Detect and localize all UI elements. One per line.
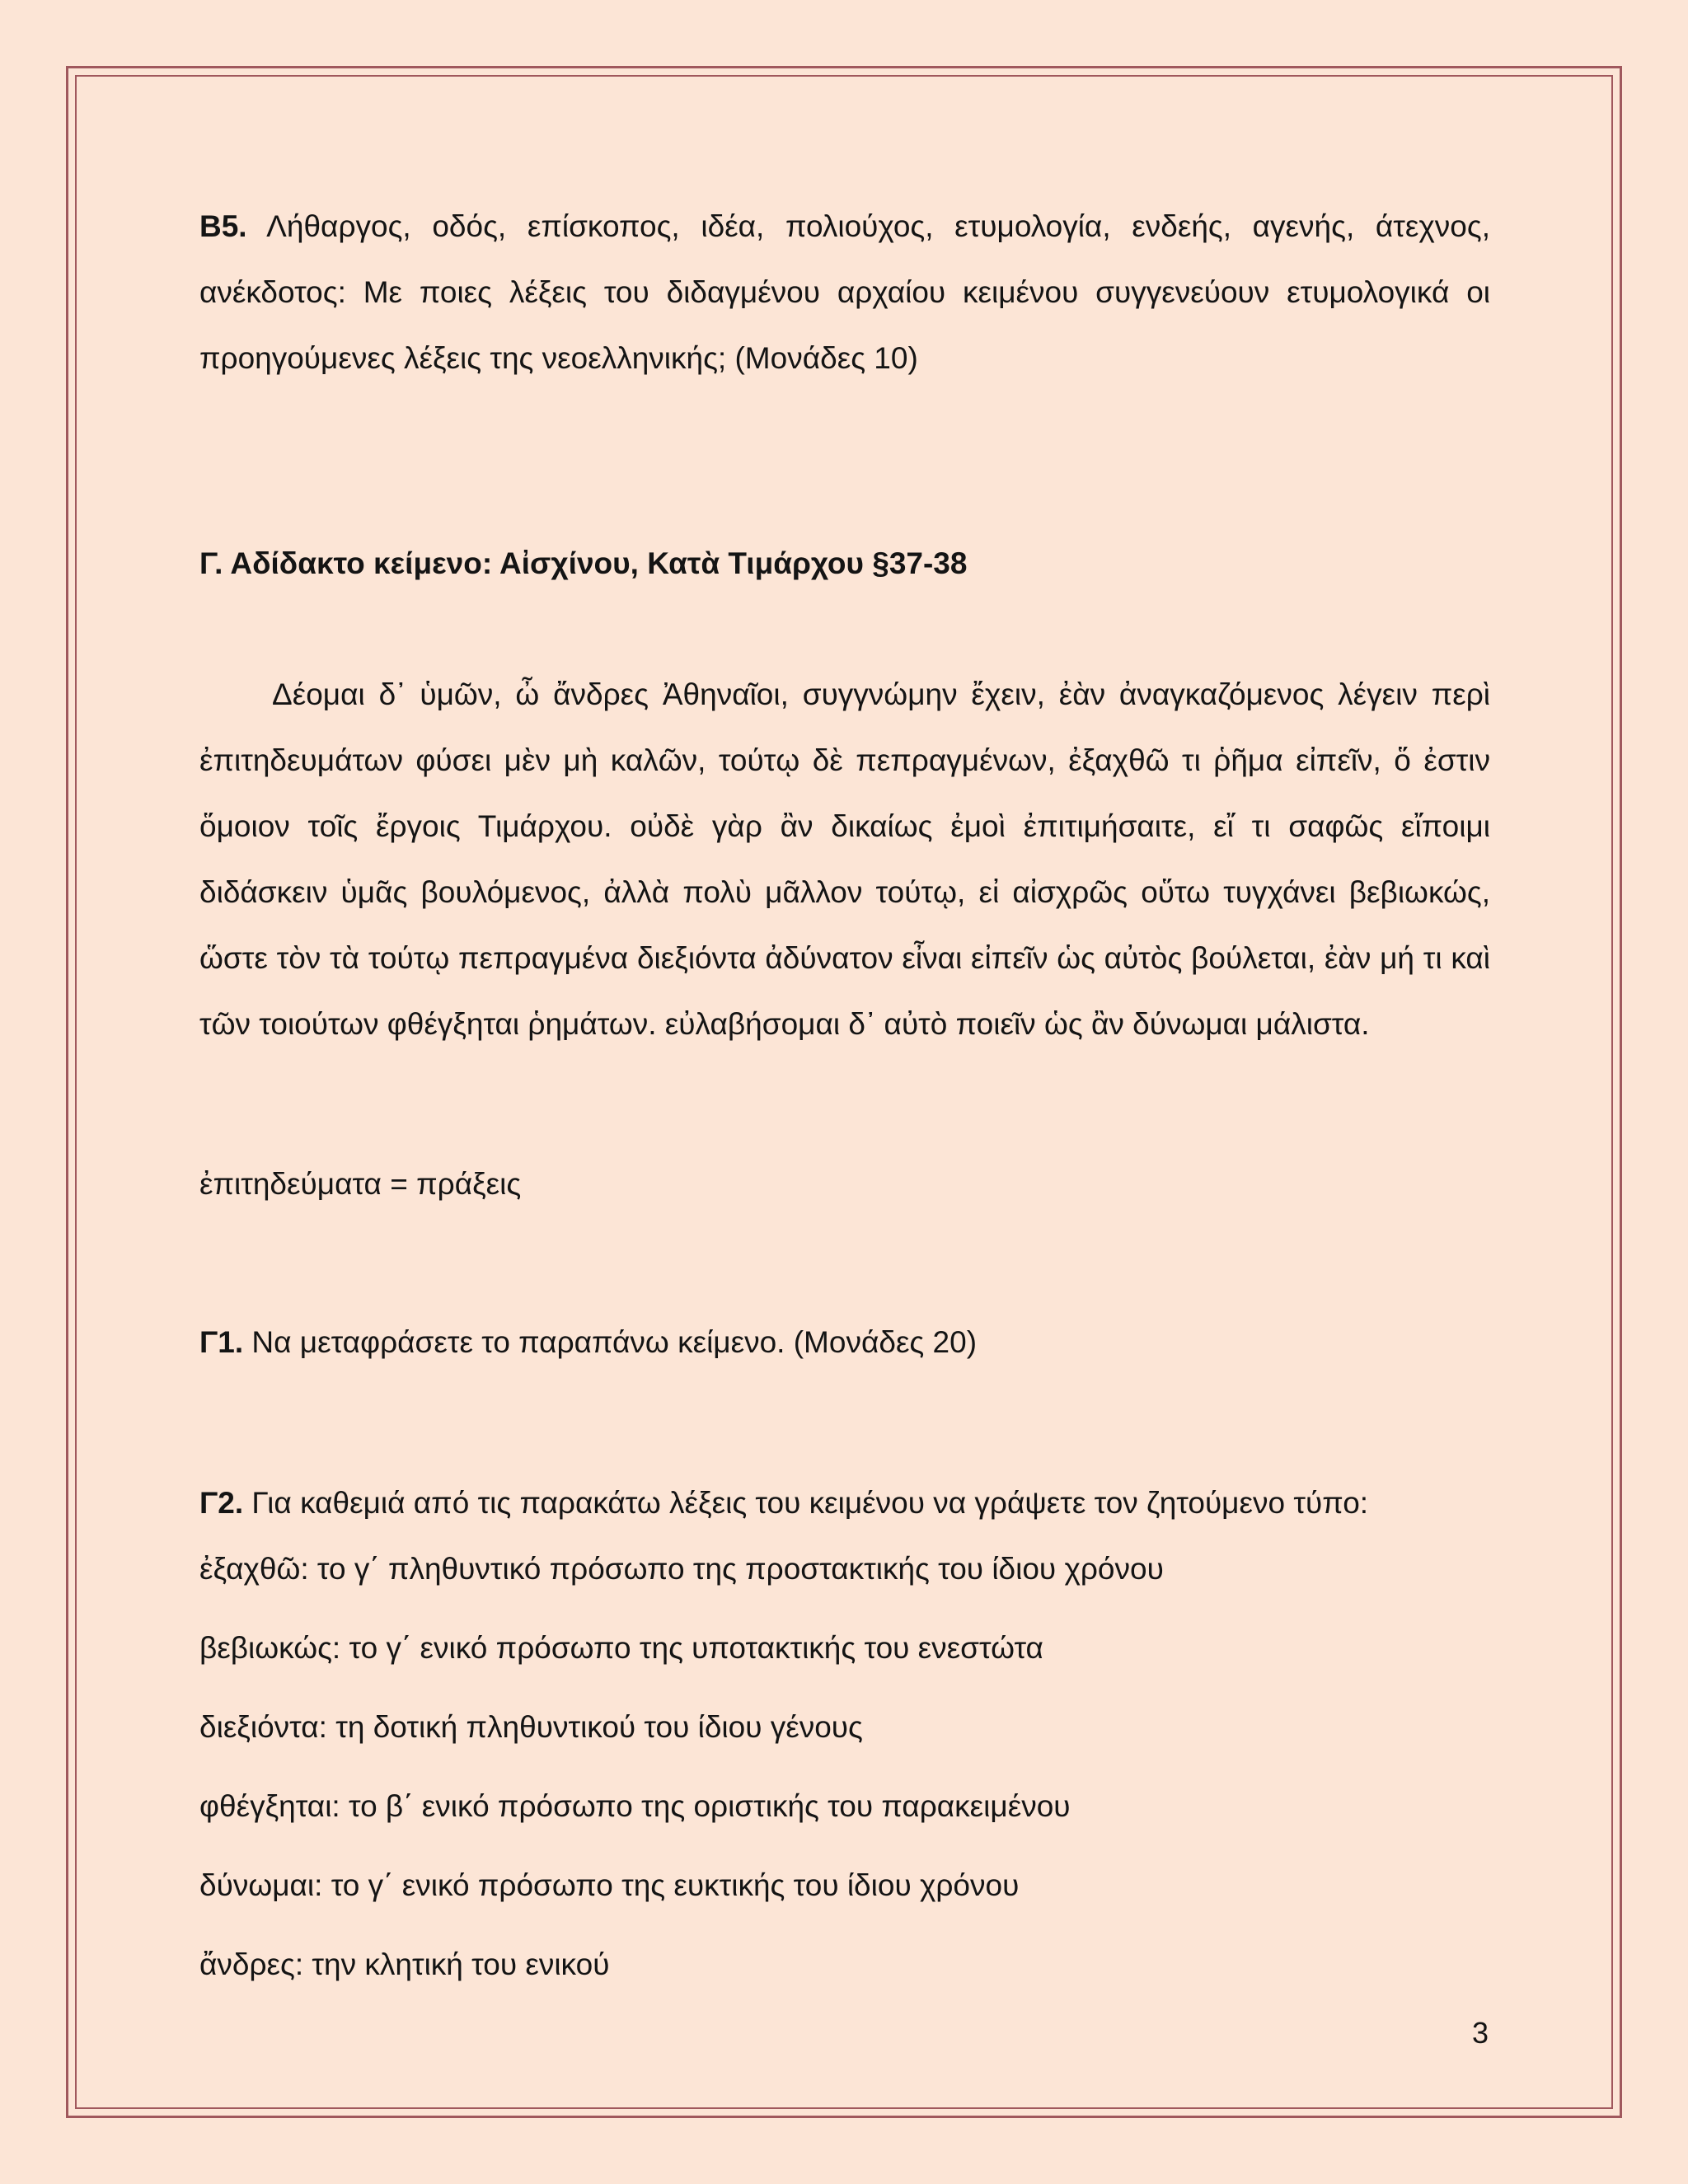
- g2-item: φθέγξηται: το β΄ ενικό πρόσωπο της οριστικής του παρακειμένου: [199, 1789, 1071, 1823]
- question-b5-label: Β5.: [199, 209, 247, 243]
- page-number: 3: [1471, 2016, 1489, 2050]
- question-b5-text: Λήθαργος, οδός, επίσκοπος, ιδέα, πολιούχος, ετυμολογία, ενδεής, αγενής, άτεχνος, ανέκδοτος: Με ποιες λέξεις του διδαγμένου αρχαίου κειμένου συγγενεύουν ετυμολογικά οι προηγούμενες λέξεις της νεοελληνικής; (Μονάδες 10): [199, 209, 1490, 375]
- g2-item: δύνωμαι: το γ΄ ενικό πρόσωπο της ευκτικής του ίδιου χρόνου: [199, 1868, 1020, 1902]
- ancient-passage: Δέομαι δ᾽ ὑμῶν, ὦ ἄνδρες Ἀθηναῖοι, συγγνώμην ἔχειν, ἐὰν ἀναγκαζόμενος λέγειν περὶ ἐπιτηδευμάτων φύσει μὲν μὴ καλῶν, τούτῳ δὲ πεπραγμένων, ἐξαχθῶ τι ῥῆμα εἰπεῖν, ὅ ἐστιν ὅμοιον τοῖς ἔργοις Τιμάρχου. οὐδὲ γὰρ ἂν δικαίως ἐμοὶ ἐπιτιμήσαιτε, εἴ τι σαφῶς εἴποιμι διδάσκειν ὑμᾶς βουλόμενος, ἀλλὰ πολὺ μᾶλλον τούτῳ, εἰ αἰσχρῶς οὕτω τυγχάνει βεβιωκώς, ὥστε τὸν τὰ τούτῳ πεπραγμένα διεξιόντα ἀδύνατον εἶναι εἰπεῖν ὡς αὐτὸς βούλεται, ἐὰν μή τι καὶ τῶν τοιούτων φθέγξηται ῥημάτων. εὐλαβήσομαι δ᾽ αὐτὸ ποιεῖν ὡς ἂν δύνωμαι μάλιστα.: [199, 677, 1490, 1041]
- question-g2-label: Γ2.: [199, 1486, 244, 1520]
- g2-item: διεξιόντα: τη δοτική πληθυντικού του ίδιου γένους: [199, 1710, 863, 1744]
- g2-item: βεβιωκώς: το γ΄ ενικό πρόσωπο της υποτακτικής του ενεστώτα: [199, 1631, 1043, 1665]
- question-g1-text: Να μεταφράσετε το παραπάνω κείμενο. (Μονάδες 20): [243, 1325, 978, 1359]
- question-g1: [199, 1323, 977, 1362]
- gloss-note: ἐπιτηδεύματα = πράξεις: [199, 1167, 522, 1201]
- section-g-heading: Γ. Αδίδακτο κείμενο: Αἰσχίνου, Κατὰ Τιμάρχου §37-38: [199, 546, 968, 580]
- question-b5: [199, 194, 1490, 391]
- g2-item: ἄνδρες: την κλητική του ενικού: [199, 1947, 610, 1981]
- g2-item: ἐξαχθῶ: το γ΄ πληθυντικό πρόσωπο της προστακτικής του ίδιου χρόνου: [199, 1552, 1164, 1586]
- question-g2: [199, 1483, 1368, 1523]
- question-g1-label: Γ1.: [199, 1325, 244, 1359]
- question-g2-text: Για καθεμιά από τις παρακάτω λέξεις του κειμένου να γράψετε τον ζητούμενο τύπο:: [243, 1486, 1369, 1520]
